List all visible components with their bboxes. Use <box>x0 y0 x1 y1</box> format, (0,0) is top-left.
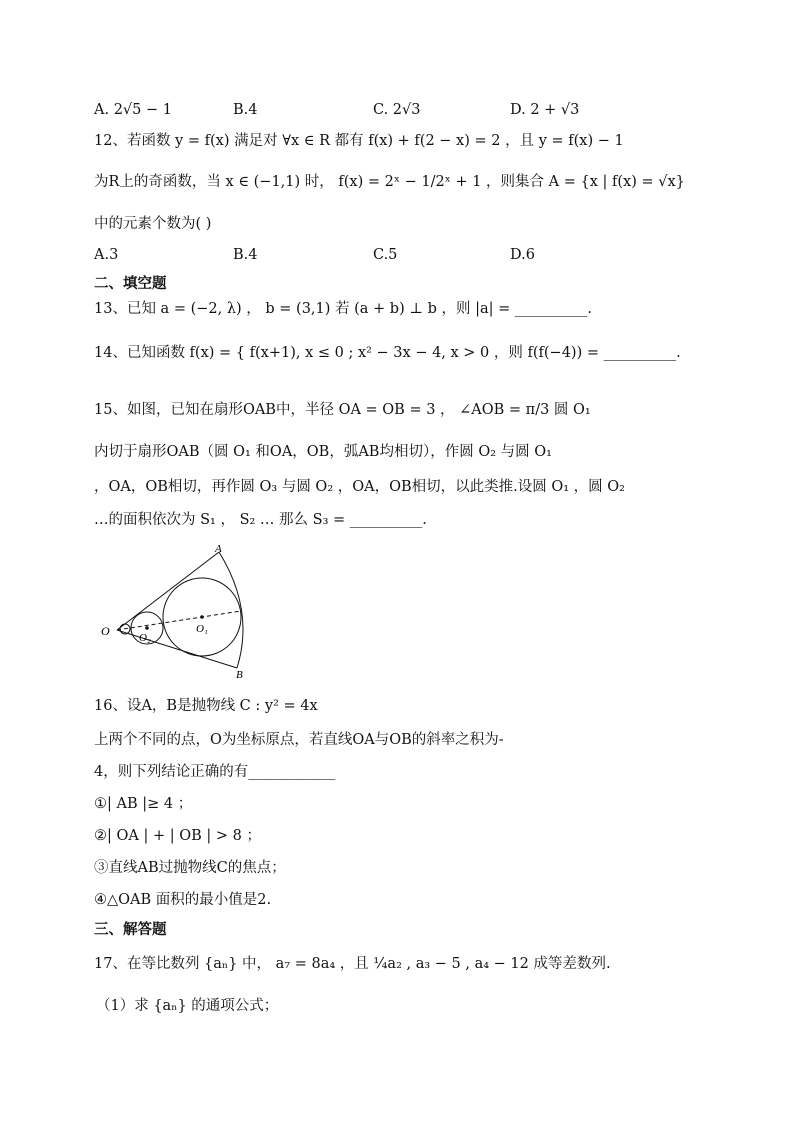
q16-line-1: 16、设A，B是抛物线 C : y² = 4x <box>94 698 318 714</box>
label-o: O <box>101 624 110 638</box>
label-o2: O₂ <box>139 632 151 644</box>
q17-line-1: 17、在等比数列 {aₙ} 中， a₇ = 8a₄ ，且 ¼a₂ , a₃ − 5 , a₄ − 12 成等差数列. <box>94 956 611 972</box>
q13-text: 13、已知 a = (−2, λ) ， b = (3,1) 若 (a + b) ⊥ b ，则 |a| = __________. <box>94 301 592 317</box>
q11-option-c: C. 2√3 <box>373 102 421 118</box>
q16-item-4: ④△OAB 面积的最小值是2. <box>94 892 272 908</box>
q12-option-c: C.5 <box>373 247 398 263</box>
q16-line-3: 4，则下列结论正确的有____________ <box>94 764 336 780</box>
q12-option-b: B.4 <box>233 247 258 263</box>
q15-line-3: ，OA，OB相切，再作圆 O₃ 与圆 O₂ ，OA，OB相切，以此类推.设圆 O₁ ，圆 O₂ <box>94 479 625 495</box>
q17-part-1: （1）求 {aₙ} 的通项公式； <box>96 998 279 1014</box>
q11-option-b: B.4 <box>233 102 258 118</box>
q12-line-3: 中的元素个数为( ) <box>94 216 212 232</box>
q11-option-d: D. 2 + √3 <box>510 102 580 118</box>
q16-item-1: ①| AB |≥ 4 ； <box>94 796 193 812</box>
radius-ob-line <box>117 630 237 668</box>
q12-option-a: A.3 <box>94 247 119 263</box>
q12-line-1: 12、若函数 y = f(x) 满足对 ∀x ∈ R 都有 f(x) + f(2 − x) = 2 ，且 y = f(x) − 1 <box>94 133 624 149</box>
q15-line-1: 15、如图，已知在扇形OAB中，半径 OA = OB = 3 ， ∠AOB = π/3 圆 O₁ <box>94 402 591 418</box>
q16-item-3: ③直线AB过抛物线C的焦点； <box>94 860 286 876</box>
q15-line-2: 内切于扇形OAB（圆 O₁ 和OA，OB，弧AB均相切），作圆 O₂ 与圆 O₁ <box>94 444 552 460</box>
q16-line-2: 上两个不同的点，O为坐标原点，若直线OA与OB的斜率之积为- <box>94 732 504 748</box>
radius-oa-line <box>117 552 219 630</box>
section-title-fill-in: 二、填空题 <box>94 276 167 292</box>
label-a: A <box>215 543 222 555</box>
section-title-answer: 三、解答题 <box>94 922 167 938</box>
q12-option-d: D.6 <box>510 247 535 263</box>
q14-text: 14、已知函数 f(x) = { f(x+1), x ≤ 0 ; x² − 3x − 4, x > 0 ，则 f(f(−4)) = __________. <box>94 345 681 361</box>
q16-item-2: ②| OA | + | OB | > 8 ； <box>94 828 261 844</box>
label-b: B <box>236 669 243 680</box>
axis-dashed-line <box>117 611 241 630</box>
label-o1: O₁ <box>196 623 208 635</box>
q12-line-2: 为R上的奇函数，当 x ∈ (−1,1) 时， f(x) = 2ˣ − 1/2ˣ + 1 ，则集合 A = {x | f(x) = √x} <box>94 174 685 190</box>
sector-figure <box>95 540 255 680</box>
q11-option-a: A. 2√5 − 1 <box>94 102 172 118</box>
q15-line-4: …的面积依次为 S₁ ， S₂ … 那么 S₃ = __________. <box>94 512 427 528</box>
